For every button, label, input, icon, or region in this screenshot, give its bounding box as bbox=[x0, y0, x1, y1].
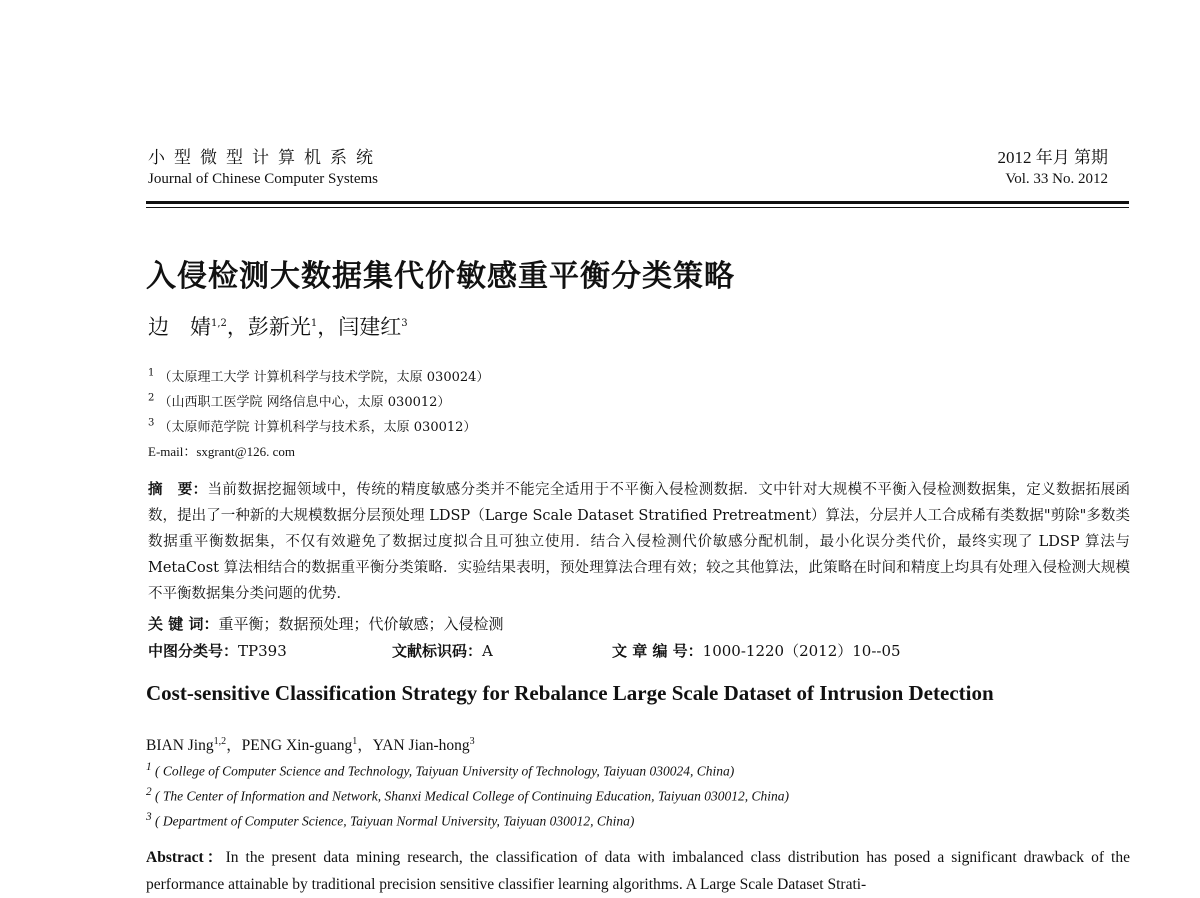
abstract-cn bbox=[148, 477, 1130, 607]
author-cn: 彭新光 bbox=[247, 315, 311, 339]
author-en: YAN Jian-hong bbox=[372, 737, 470, 754]
affiliation-en bbox=[146, 761, 734, 780]
abstract-en-text: In the present data mining research, the classification of data with imbalanced class distribution has posed a significant drawback of the performance attainable by traditional precision sensitive classifier learning algorithms. A Large Scale Dataset Strati- bbox=[146, 849, 1130, 893]
abstract-cn-label: 摘 要： bbox=[148, 482, 208, 498]
clc-number bbox=[148, 640, 287, 661]
aff-text: （太原师范学院 计算机科学与技术系，太原 030012） bbox=[158, 420, 477, 435]
aff-text: ( Department of Computer Science, Taiyuan Normal University, Taiyuan 030012, China) bbox=[155, 813, 635, 829]
author-sep: ， bbox=[226, 315, 248, 339]
doc-code bbox=[392, 640, 493, 661]
aff-text: ( College of Computer Science and Technology, Taiyuan University of Technology, Taiyuan 030024, China) bbox=[155, 763, 735, 779]
author-sup: 1,2 bbox=[211, 318, 227, 329]
header-rule-thin bbox=[146, 207, 1129, 208]
issue-date: 2012 年月 第期 bbox=[997, 148, 1108, 167]
keywords-text: 重平衡；数据预处理；代价敏感；入侵检测 bbox=[218, 615, 504, 633]
affiliation-cn bbox=[148, 366, 489, 385]
paper-title-en: Cost-sensitive Classification Strategy for Rebalance Large Scale Dataset of Intrusion Detection bbox=[146, 681, 994, 705]
affiliation-cn bbox=[148, 416, 476, 435]
paper-title-cn: 入侵检测大数据集代价敏感重平衡分类策略 bbox=[146, 259, 735, 294]
author-en: PENG Xin-guang bbox=[241, 737, 353, 754]
journal-name-en: Journal of Chinese Computer Systems bbox=[148, 171, 378, 187]
doc-code-value: A bbox=[482, 642, 493, 660]
aff-text: ( The Center of Information and Network, Shanxi Medical College of Continuing Education, Taiyuan 030012, China) bbox=[155, 788, 789, 804]
aff-sup: 3 bbox=[146, 811, 152, 823]
author-sup: 1,2 bbox=[213, 735, 227, 747]
aff-sup: 3 bbox=[148, 417, 155, 429]
author-sep: ， bbox=[357, 737, 373, 754]
article-number bbox=[612, 640, 901, 661]
author-cn: 闫建红 bbox=[338, 315, 402, 339]
author-sep: ， bbox=[226, 737, 242, 754]
article-no-value: 1000-1220（2012）10--05 bbox=[702, 642, 901, 660]
article-no-label: 文 章 编 号： bbox=[612, 642, 703, 660]
affiliation-en bbox=[146, 811, 634, 830]
keywords-label: 关 键 词： bbox=[148, 615, 219, 633]
aff-sup: 2 bbox=[148, 392, 155, 404]
volume-number: Vol. 33 No. 2012 bbox=[1005, 171, 1108, 187]
author-sup: 1 bbox=[352, 735, 358, 747]
doc-code-label: 文献标识码： bbox=[392, 642, 483, 660]
aff-sup: 2 bbox=[146, 786, 152, 798]
clc-value: TP393 bbox=[238, 642, 287, 660]
aff-text: （太原理工大学 计算机科学与技术学院，太原 030024） bbox=[158, 370, 490, 385]
affiliation-en bbox=[146, 786, 789, 805]
aff-sup: 1 bbox=[146, 761, 152, 773]
authors-en bbox=[146, 733, 475, 755]
abstract-cn-text: 当前数据挖掘领域中，传统的精度敏感分类并不能完全适用于不平衡入侵检测数据．文中针对大规模不平衡入侵检测数据集，定义数据拓展函数，提出了一种新的大规模数据分层预处理 LDSP（Large Scale Dataset Stratified Pretreatment）算法，分层并人工合成稀有类数据"剪除"多数类数据重平衡数据集，不仅有效避免了数据过度拟合且可独立使用．结合入侵检测代价敏感分配机制，最小化误分类代价，最终实现了 LDSP 算法与 MetaCost 算法相结合的数据重平衡分类策略．实验结果表明，预处理算法合理有效；较之其他算法，此策略在时间和精度上均具有处理入侵检测大规模不平衡数据集分类问题的优势． bbox=[148, 482, 1131, 602]
abstract-en bbox=[146, 844, 1130, 898]
journal-name-cn: 小型微型计算机系统 bbox=[148, 148, 382, 168]
author-sup: 3 bbox=[469, 735, 475, 747]
header-rule-thick bbox=[146, 201, 1129, 204]
abstract-en-label: Abstract： bbox=[146, 849, 226, 866]
author-sep: ， bbox=[317, 315, 339, 339]
email: E-mail：sxgrant@126. com bbox=[148, 444, 295, 459]
clc-label: 中图分类号： bbox=[148, 642, 239, 660]
authors-cn bbox=[148, 311, 408, 341]
aff-text: （山西职工医学院 网络信息中心，太原 030012） bbox=[158, 395, 451, 410]
author-sup: 3 bbox=[401, 318, 408, 329]
author-cn: 边 婧 bbox=[148, 315, 211, 339]
author-en: BIAN Jing bbox=[146, 737, 214, 754]
keywords bbox=[148, 613, 503, 634]
author-sup: 1 bbox=[310, 318, 318, 329]
affiliation-cn bbox=[148, 391, 450, 410]
aff-sup: 1 bbox=[148, 367, 155, 379]
